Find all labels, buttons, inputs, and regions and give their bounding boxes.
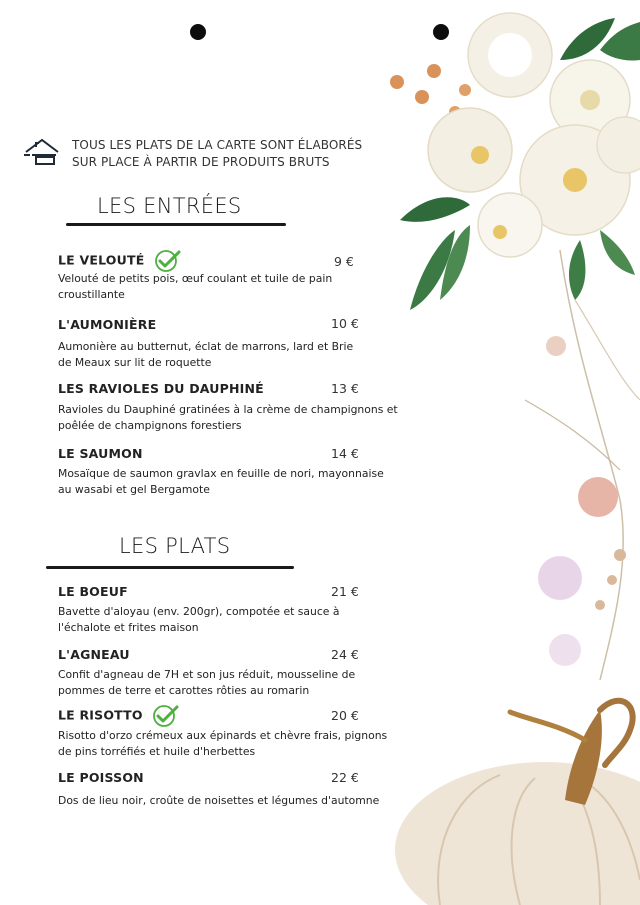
- menu-item-price: 13 €: [331, 381, 359, 396]
- house-made-notice: [72, 137, 362, 171]
- house-made-icon: [24, 137, 60, 167]
- notice-line-1: TOUS LES PLATS DE LA CARTE SONT ÉLABORÉS: [72, 138, 363, 152]
- menu-item-name: LE POISSON: [58, 770, 144, 785]
- floral-decoration: [380, 0, 640, 905]
- section-title-entrees: LES ENTRÉES: [97, 194, 242, 218]
- menu-item-name: [58, 249, 181, 273]
- menu-item-name: LE SAUMON: [58, 446, 143, 461]
- binder-hole-left: [190, 24, 206, 40]
- menu-item-price: 22 €: [331, 770, 359, 785]
- menu-item-price: 20 €: [331, 708, 359, 723]
- menu-item-description: Ravioles du Dauphiné gratinées à la crème de champignons et poêlée de champignons forestiers: [58, 403, 398, 432]
- menu-item-price: 10 €: [331, 316, 359, 331]
- menu-item-price: 9 €: [334, 254, 354, 269]
- section-underline: [66, 223, 286, 226]
- check-icon: [153, 704, 179, 728]
- menu-item-description: Dos de lieu noir, croûte de noisettes et légumes d'automne: [58, 794, 380, 807]
- menu-item-name: LE BOEUF: [58, 584, 128, 599]
- item-name-text: LE VELOUTÉ: [58, 252, 145, 268]
- menu-item-name: LES RAVIOLES DU DAUPHINÉ: [58, 381, 264, 396]
- section-underline: [46, 566, 294, 569]
- check-icon: [155, 249, 181, 273]
- menu-item-description: Risotto d'orzo crémeux aux épinards et chèvre frais, pignons de pins torréfiés et huile d'herbettes: [58, 729, 388, 758]
- menu-item-price: 24 €: [331, 647, 359, 662]
- menu-item-description: Confit d'agneau de 7H et son jus réduit, mousseline de pommes de terre et carottes rôties au romarin: [58, 668, 356, 697]
- menu-item-price: 21 €: [331, 584, 359, 599]
- section-title-plats: LES PLATS: [119, 534, 231, 558]
- menu-item-description: Mosaïque de saumon gravlax en feuille de nori, mayonnaise au wasabi et gel Bergamote: [58, 467, 384, 496]
- menu-item-description: Aumonière au butternut, éclat de marrons, lard et Brie de Meaux sur lit de roquette: [58, 340, 354, 369]
- menu-item-name: L'AUMONIÈRE: [58, 317, 157, 332]
- menu-item-name: L'AGNEAU: [58, 647, 130, 662]
- item-name-text: LE RISOTTO: [58, 707, 143, 723]
- menu-item-description: Velouté de petits pois, œuf coulant et tuile de pain croustillante: [58, 272, 333, 301]
- menu-item-name: [58, 704, 179, 728]
- menu-item-description: Bavette d'aloyau (env. 200gr), compotée et sauce à l'échalote et frites maison: [58, 605, 340, 634]
- notice-line-2: SUR PLACE À PARTIR DE PRODUITS BRUTS: [72, 155, 330, 169]
- menu-item-price: 14 €: [331, 446, 359, 461]
